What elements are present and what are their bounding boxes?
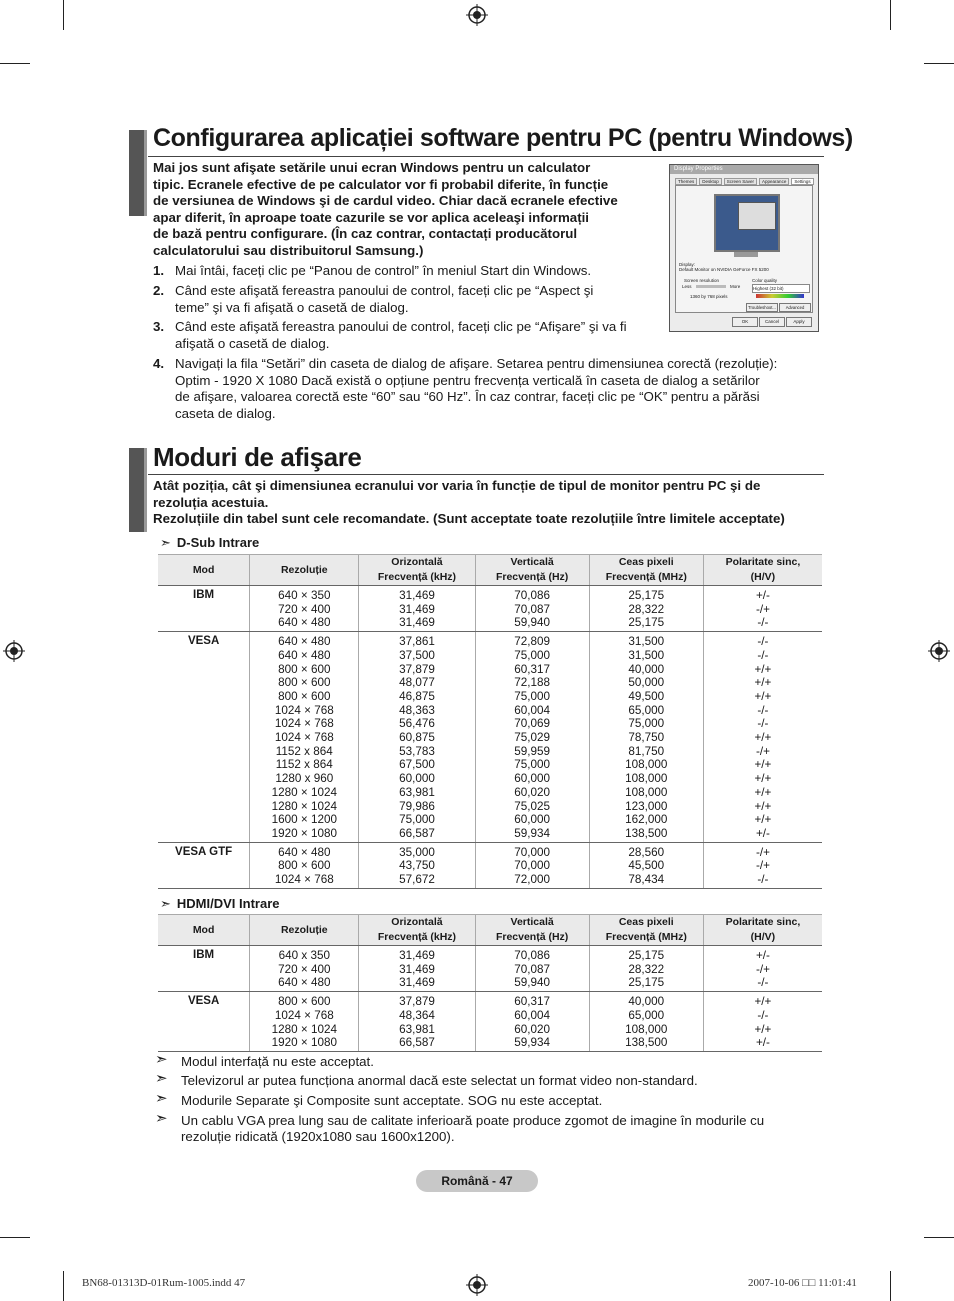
resolution-label: Screen resolution <box>684 278 720 283</box>
table-row <box>158 992 822 1052</box>
section-marker-bar <box>129 448 147 532</box>
step-number: 3. <box>153 319 165 334</box>
registration-mark-icon <box>3 640 25 662</box>
crop-mark <box>890 0 891 30</box>
vertical-frequency-cell: 70,000 70,000 72,000 <box>475 842 589 888</box>
step-line: Navigați la fila “Setări” din caseta de dialog de afişare. Setarea pentru dimensiunea corectă (rezoluție): <box>175 356 778 371</box>
dialog-tab[interactable]: Themes <box>675 178 697 185</box>
footer-file-info: BN68-01313D-01Rum-1005.indd 47 <box>82 1277 246 1289</box>
column-header: Orizontală Frecvență (kHz) <box>359 915 475 946</box>
vertical-frequency-cell: 70,086 70,087 59,940 <box>475 946 589 992</box>
note-text: Modurile Separate şi Composite sunt acceptate. SOG nu este acceptat. <box>181 1093 603 1108</box>
mode-cell: IBM <box>158 586 250 632</box>
horizontal-frequency-cell: 35,000 43,750 57,672 <box>359 842 475 888</box>
ok-button[interactable]: OK <box>732 317 758 327</box>
intro-paragraph-pc-setup <box>153 160 663 260</box>
step-line: caseta de dialog. <box>175 405 276 421</box>
sync-polarity-cell: +/- -/+ -/- <box>703 946 822 992</box>
table-row <box>158 946 822 992</box>
sync-polarity-cell: +/- -/+ -/- <box>703 586 822 632</box>
pixel-clock-cell: 25,175 28,322 25,175 <box>589 586 703 632</box>
table-row <box>158 842 822 888</box>
sync-polarity-cell: -/+ -/+ -/- <box>703 842 822 888</box>
vertical-frequency-cell: 60,317 60,004 60,020 59,934 <box>475 992 589 1052</box>
crop-mark <box>924 63 954 64</box>
crop-mark <box>0 1237 30 1238</box>
hdmi-heading <box>160 896 279 912</box>
less-label: Less <box>682 284 692 289</box>
title-rule <box>148 156 824 157</box>
mode-cell: IBM <box>158 946 250 992</box>
more-label: More <box>730 284 741 289</box>
crop-mark <box>63 0 64 30</box>
section-marker-bar <box>129 130 147 216</box>
vertical-frequency-cell: 70,086 70,087 59,940 <box>475 586 589 632</box>
pixel-clock-cell: 25,175 28,322 25,175 <box>589 946 703 992</box>
mode-cell: VESA <box>158 992 250 1052</box>
intro-line: apar diferit, în aproape toate cazurile se vor aplica aceleaşi informații <box>153 209 590 225</box>
quality-label: Color quality <box>752 278 778 283</box>
troubleshoot-button[interactable]: Troubleshoot... <box>746 303 778 312</box>
quality-swatch <box>756 294 804 298</box>
display-properties-screenshot <box>669 164 819 332</box>
note-arrow-icon: ➣ <box>155 1051 168 1068</box>
table-row <box>158 586 822 632</box>
registration-mark-icon <box>466 1274 488 1296</box>
display-value: Default Monitor on NVIDIA GeForce FX 5200 <box>679 267 769 272</box>
resolution-slider[interactable] <box>696 285 726 288</box>
intro-line: tipic. Ecranele efective de pe calculator vor fi probabil diferite, în funcție <box>153 176 609 192</box>
vertical-frequency-cell: 72,809 75,000 60,317 72,188 75,000 60,004 70,069 75,029 59,959 75,000 60,000 60,020 75,025 60,000 59,934 <box>475 632 589 843</box>
dsub-heading <box>160 535 259 551</box>
crop-mark <box>890 1271 891 1301</box>
intro-paragraph-display-modes <box>153 478 833 528</box>
dsub-modes-table <box>158 554 822 889</box>
cancel-button[interactable]: Cancel <box>759 317 785 327</box>
step-text <box>175 319 627 352</box>
intro-line: Atât poziția, cât şi dimensiunea ecranului vor varia în funcție de tipul de monitor pentru PC şi de <box>153 478 761 493</box>
crop-mark <box>924 1237 954 1238</box>
pixel-clock-cell: 31,500 31,500 40,000 50,000 49,500 65,000 75,000 78,750 81,750 108,000 108,000 108,000 123,000 162,000 138,500 <box>589 632 703 843</box>
quality-select[interactable]: Highest (32 bit) <box>752 284 810 293</box>
step-line: teme” şi va fi afişată o casetă de dialog. <box>175 299 409 315</box>
intro-line: Mai jos sunt afişate setările unui ecran Windows pentru un calculator <box>153 160 591 175</box>
note-text: Un cablu VGA prea lung sau de calitate inferioară poate produce zgomot de imagine în modurile cu rezoluție ridicată (1920x1080 sau 1600x1200). <box>181 1113 765 1145</box>
intro-line: calculatorului sau distribuitorul Samsung.) <box>153 242 424 258</box>
column-header: Ceas pixeli Frecvență (MHz) <box>589 915 703 946</box>
dialog-panel <box>675 185 813 313</box>
pixel-clock-cell: 28,560 45,500 78,434 <box>589 842 703 888</box>
display-label: Display: <box>679 262 696 267</box>
table-header <box>158 915 822 946</box>
registration-mark-icon <box>928 640 950 662</box>
table-row <box>158 632 822 843</box>
column-header: Rezoluție <box>250 915 359 946</box>
horizontal-frequency-cell: 31,469 31,469 31,469 <box>359 586 475 632</box>
step-line: afişată o casetă de dialog. <box>175 335 330 351</box>
intro-line: rezoluția acestuia. <box>153 494 269 510</box>
advanced-button[interactable]: Advanced <box>779 303 811 312</box>
note-text: Televizorul ar putea funcționa anormal dacă este selectat un format video non-standard. <box>181 1073 698 1088</box>
intro-line: de versiunea de Windows şi de cardul video. Chiar dacă ecranele efective <box>153 193 618 209</box>
column-header: Orizontală Frecvență (kHz) <box>359 555 475 586</box>
preview-window <box>738 202 776 230</box>
monitor-preview <box>714 194 780 252</box>
column-header: Verticală Frecvență (Hz) <box>475 915 589 946</box>
column-header: Rezoluție <box>250 555 359 586</box>
pixel-clock-cell: 40,000 65,000 108,000 138,500 <box>589 992 703 1052</box>
horizontal-frequency-cell: 31,469 31,469 31,469 <box>359 946 475 992</box>
step-line: Optim - 1920 X 1080 Dacă există o opțiune pentru frecvența verticală în caseta de dialog a setărilor <box>175 372 760 388</box>
mode-cell: VESA GTF <box>158 842 250 888</box>
section-title-display-modes: Moduri de afişare <box>153 442 362 472</box>
resolution-cell: 640 x 350 720 × 400 640 × 480 <box>250 946 359 992</box>
dialog-tab[interactable]: Appearance <box>759 178 789 185</box>
step-line: Când este afişată fereastra panoului de control, faceți clic pe “Aspect şi <box>175 283 594 298</box>
horizontal-frequency-cell: 37,861 37,500 37,879 48,077 46,875 48,363 56,476 60,875 53,783 67,500 60,000 63,981 79,986 75,000 66,587 <box>359 632 475 843</box>
resolution-cell: 640 × 350 720 × 400 640 × 480 <box>250 586 359 632</box>
footer-date: 2007-10-06 □□ 11:01:41 <box>748 1277 857 1289</box>
step-text <box>175 283 593 316</box>
hdmi-modes-table <box>158 914 822 1052</box>
step-number: 1. <box>153 263 165 278</box>
title-rule <box>148 474 824 475</box>
dialog-titlebar: Display Properties <box>670 165 818 174</box>
step-number: 2. <box>153 283 165 298</box>
column-header: Verticală Frecvență (Hz) <box>475 555 589 586</box>
monitor-stand <box>734 252 758 257</box>
column-header: Mod <box>158 555 250 586</box>
column-header: Polaritate sinc, (H/V) <box>703 555 822 586</box>
column-header: Mod <box>158 915 250 946</box>
sync-polarity-cell: +/+ -/- +/+ +/- <box>703 992 822 1052</box>
note-text: Modul interfață nu este acceptat. <box>181 1054 374 1069</box>
resolution-cell: 800 × 600 1024 × 768 1280 × 1024 1920 × 1080 <box>250 992 359 1052</box>
horizontal-frequency-cell: 37,879 48,364 63,981 66,587 <box>359 992 475 1052</box>
dialog-tabs <box>675 178 814 185</box>
registration-mark-icon <box>466 4 488 26</box>
note-arrow-icon: ➣ <box>160 896 171 911</box>
column-header: Polaritate sinc, (H/V) <box>703 915 822 946</box>
section-title-pc-setup: Configurarea aplicației software pentru PC (pentru Windows) <box>153 124 853 152</box>
step-number: 4. <box>153 356 165 371</box>
resolution-cell: 640 × 480 800 × 600 1024 × 768 <box>250 842 359 888</box>
crop-mark <box>0 63 30 64</box>
table-body <box>158 586 822 889</box>
page-number-badge: Română - 47 <box>416 1170 538 1192</box>
table-header <box>158 555 822 586</box>
note-arrow-icon: ➣ <box>155 1070 168 1087</box>
mode-cell: VESA <box>158 632 250 843</box>
hdmi-label: HDMI/DVI Intrare <box>176 896 280 911</box>
dialog-tab[interactable]: Screen Saver <box>724 178 757 185</box>
apply-button[interactable]: Apply <box>786 317 812 327</box>
step-text <box>175 356 777 422</box>
dialog-tab[interactable]: Settings <box>791 178 813 185</box>
step-line: Când este afişată fereastra panoului de control, faceți clic pe “Afişare” şi va fi <box>175 319 627 334</box>
crop-mark <box>63 1271 64 1301</box>
intro-line: Rezoluțiile din tabel sunt cele recomandate. (Sunt acceptate toate rezoluțiile între limitele acceptate) <box>153 511 785 527</box>
sync-polarity-cell: -/- -/- +/+ +/+ +/+ -/- -/- +/+ -/+ +/+ +/+ +/+ +/+ +/+ +/- <box>703 632 822 843</box>
column-header: Ceas pixeli Frecvență (MHz) <box>589 555 703 586</box>
note-arrow-icon: ➣ <box>155 1110 168 1127</box>
step-line: Mai întâi, faceți clic pe “Panou de control” în meniul Start din Windows. <box>175 263 592 278</box>
step-line: de afişare, valoarea corectă este “60” sau “60 Hz”. În caz contrar, faceți clic pe “OK” pentru a părăsi <box>175 389 760 404</box>
dsub-label: D-Sub Intrare <box>176 535 260 550</box>
intro-line: de bază pentru configurare. (În caz contrar, contactați producătorul <box>153 226 578 242</box>
step-text <box>175 263 591 280</box>
header-row <box>158 555 822 586</box>
note-arrow-icon: ➣ <box>155 1090 168 1107</box>
header-row <box>158 915 822 946</box>
dialog-tab[interactable]: Desktop <box>699 178 722 185</box>
table-body <box>158 946 822 1052</box>
resolution-cell: 640 × 480 640 × 480 800 × 600 800 × 600 800 × 600 1024 × 768 1024 × 768 1024 × 768 1152 x 864 1152 x 864 1280 x 960 1280 × 1024 1280 × 1024 1600 × 1200 1920 × 1080 <box>250 632 359 843</box>
note-arrow-icon: ➣ <box>160 535 171 550</box>
resolution-value: 1360 by 768 pixels <box>690 294 728 299</box>
